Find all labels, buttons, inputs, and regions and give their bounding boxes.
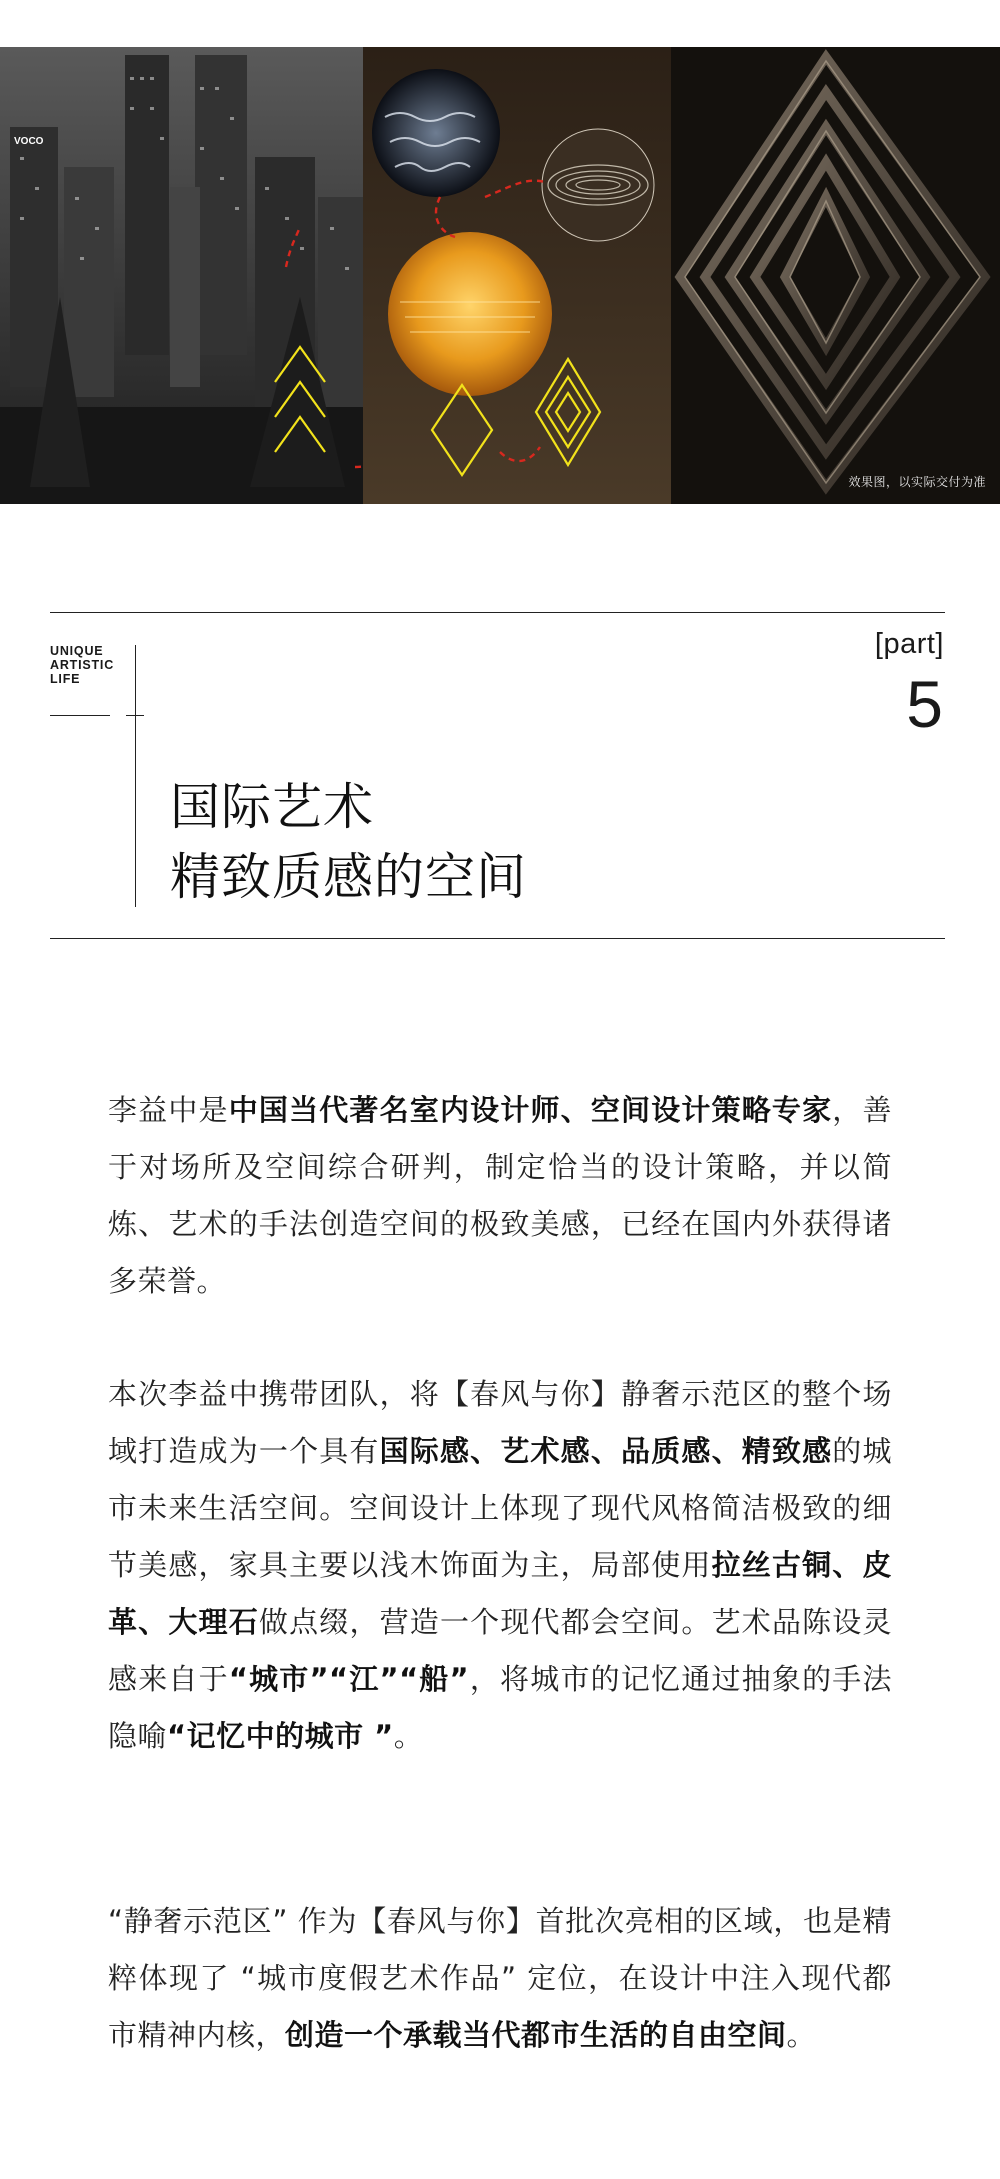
skyline-sign-voco: VOCO xyxy=(14,136,44,147)
text-segment: ，善于对场所及空间综合研判，制定恰当的设计策略，并以简炼、艺术的手法创造空间的极致美感，已经在国内外获得诸多荣誉。 xyxy=(108,1093,892,1298)
header-rule-bottom xyxy=(50,938,945,939)
section-title-line-2: 精致质感的空间 xyxy=(170,848,527,906)
text-segment-bold: “城市”“江”“船” xyxy=(228,1662,470,1696)
text-segment-bold: 创造一个承载当代都市生活的自由空间 xyxy=(285,2018,787,2052)
paragraph-showroom-positioning xyxy=(108,1893,892,2064)
brand-mark xyxy=(50,644,114,686)
sculpture-panel xyxy=(671,47,1000,504)
header-rule-short xyxy=(50,715,110,716)
text-segment: 的城市未来生活空间。空间设计上体现了现代风格简洁极致的细节美感，家具主要以浅木饰面为主，局部使用 xyxy=(108,1434,892,1582)
part-label: [part] xyxy=(874,628,944,660)
text-segment: ，将城市的记忆通过抽象的手法隐喻 xyxy=(108,1662,892,1753)
hero-caption: 效果图，以实际交付为准 xyxy=(848,475,986,489)
text-segment-bold: 中国当代著名室内设计师、空间设计策略专家 xyxy=(228,1093,833,1127)
header-rule-vertical xyxy=(135,645,136,907)
brand-line-3: LIFE xyxy=(50,672,81,686)
text-segment: 。 xyxy=(393,1719,424,1753)
header-rule-tick xyxy=(126,715,144,716)
text-segment: “静奢示范区” 作为【春风与你】首批次亮相的区域，也是精粹体现了 “城市度假艺术作品” 定位，在设计中注入现代都市精神内核， xyxy=(108,1904,892,2052)
hero-banner xyxy=(0,47,1000,504)
night-city-panel xyxy=(0,47,420,504)
paragraph-designer-intro xyxy=(108,1082,892,1310)
brand-line-1: UNIQUE xyxy=(50,644,104,658)
text-segment: 做点缀，营造一个现代都会空间。艺术品陈设灵感来自于 xyxy=(108,1605,892,1696)
text-segment: 本次李益中携带团队，将【春风与你】静奢示范区的整个场域打造成为一个具有 xyxy=(108,1377,892,1468)
text-segment: 李益中是 xyxy=(108,1093,229,1127)
section-title xyxy=(170,772,527,912)
part-number: 5 xyxy=(906,667,943,741)
hero-image xyxy=(0,47,1000,504)
header-rule-top xyxy=(50,612,945,613)
text-segment-bold: 国际感、艺术感、品质感、精致感 xyxy=(379,1434,833,1468)
inspiration-panel xyxy=(363,47,671,504)
text-segment-bold: 拉丝古铜、皮革、大理石 xyxy=(108,1548,892,1639)
section-title-line-1: 国际艺术 xyxy=(170,778,374,836)
text-segment-bold: “记忆中的城市 ” xyxy=(167,1719,394,1753)
paragraph-project-design xyxy=(108,1366,892,1765)
brand-line-2: ARTISTIC xyxy=(50,658,115,672)
text-segment: 。 xyxy=(786,2018,817,2052)
